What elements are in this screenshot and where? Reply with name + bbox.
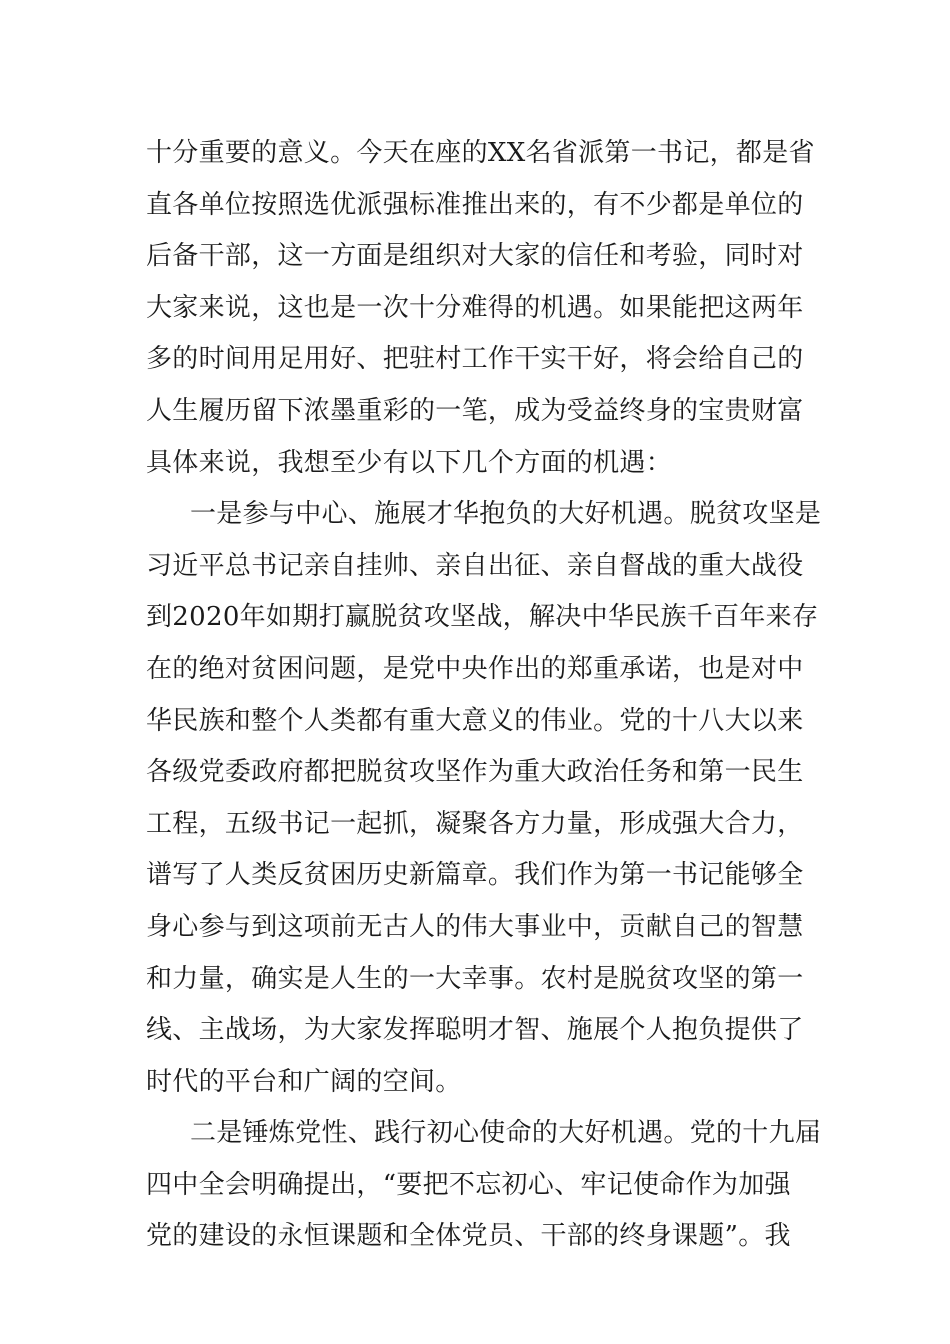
text-line: 四中全会明确提出，“要把不忘初心、牢记使命作为加强 [146, 1169, 791, 1200]
text-line: 党的建设的永恒课题和全体党员、干部的终身课题”。我 [146, 1221, 791, 1252]
text-line: 大家来说，这也是一次十分难得的机遇。如果能把这两年 [146, 292, 804, 323]
text-line: 后备干部，这一方面是组织对大家的信任和考验，同时对 [146, 241, 804, 272]
text-line: 多的时间用足用好、把驻村工作干实干好，将会给自己的 [146, 344, 804, 375]
text-line: 华民族和整个人类都有重大意义的伟业。党的十八大以来 [146, 705, 804, 736]
text-line: 和力量，确实是人生的一大幸事。农村是脱贫攻坚的第一 [146, 963, 804, 994]
text-line: 具体来说，我想至少有以下几个方面的机遇： [146, 447, 673, 478]
text-line: 身心参与到这项前无古人的伟大事业中，贡献自己的智慧 [146, 911, 804, 942]
body-text [146, 128, 822, 1263]
text-line: 人生履历留下浓墨重彩的一笔，成为受益终身的宝贵财富 [146, 395, 804, 426]
text-line: 在的绝对贫困问题，是党中央作出的郑重承诺，也是对中 [146, 653, 804, 684]
paragraph-first-line: 二是锤炼党性、践行初心使命的大好机遇。党的十九届 [190, 1118, 822, 1149]
text-line: 习近平总书记亲自挂帅、亲自出征、亲自督战的重大战役 [146, 550, 804, 581]
text-line: 到2020年如期打赢脱贫攻坚战，解决中华民族千百年来存 [146, 602, 819, 633]
text-line: 线、主战场，为大家发挥聪明才智、施展个人抱负提供了 [146, 1015, 804, 1046]
text-line: 谱写了人类反贫困历史新篇章。我们作为第一书记能够全 [146, 860, 804, 891]
text-line: 直各单位按照选优派强标准推出来的，有不少都是单位的 [146, 189, 804, 220]
paragraph-first-line: 一是参与中心、施展才华抱负的大好机遇。脱贫攻坚是 [190, 499, 822, 530]
text-line: 时代的平台和广阔的空间。 [146, 1066, 462, 1097]
text-line: 各级党委政府都把脱贫攻坚作为重大政治任务和第一民生 [146, 757, 804, 788]
text-line: 工程，五级书记一起抓，凝聚各方力量，形成强大合力， [146, 808, 804, 839]
text-line: 十分重要的意义。今天在座的XX名省派第一书记，都是省 [146, 138, 815, 168]
